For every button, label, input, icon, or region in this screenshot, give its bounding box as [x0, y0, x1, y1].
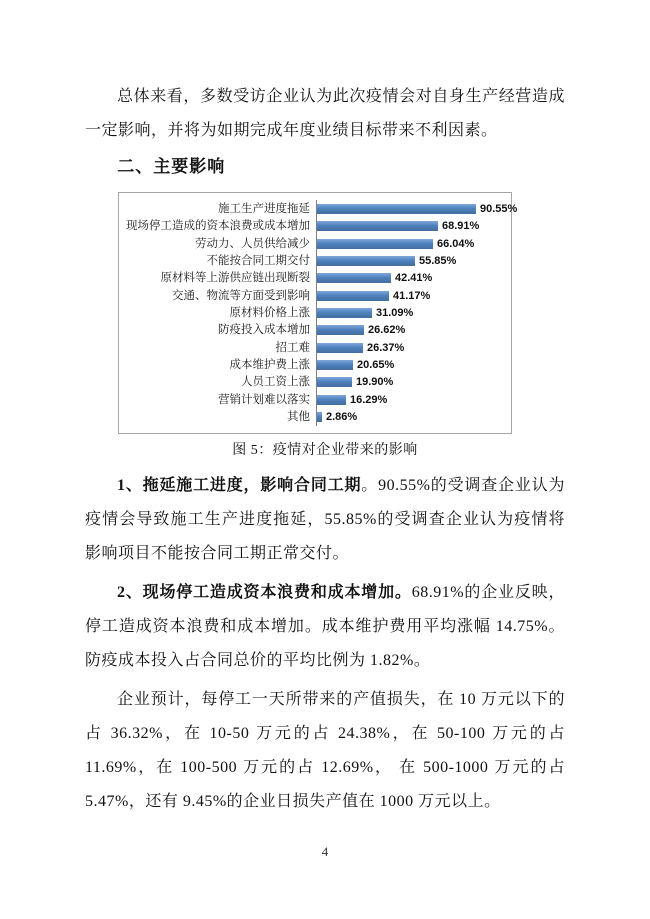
paragraph-1: [85, 469, 565, 571]
chart-category-label: 人员工资上涨: [241, 376, 310, 389]
chart-plot-cell: [316, 342, 511, 354]
paragraph-3: [85, 683, 565, 819]
chart-plot-cell: [316, 220, 511, 232]
chart-vertical-axis-line: [316, 200, 317, 426]
chart-bar: [317, 273, 391, 283]
chart-bar: [317, 343, 363, 353]
chart-value-label: 66.04%: [437, 237, 475, 250]
chart-value-label: 90.55%: [480, 203, 518, 215]
chart-category-label: 原材料等上游供应链出现断裂: [160, 272, 310, 285]
chart-value-label: 42.41%: [395, 272, 433, 285]
chart-row: [119, 290, 511, 302]
chart-plot-cell: [316, 411, 511, 423]
paragraph-1-lead: 1、拖延施工进度，影响合同工期: [117, 477, 362, 494]
chart-row: [119, 411, 511, 423]
chart-plot-cell: [316, 376, 511, 388]
chart-plot-cell: [316, 203, 517, 215]
chart-category-label: 现场停工造成的资本浪费或成本增加: [126, 220, 310, 233]
chart-category-label: 劳动力、人员供给减少: [195, 237, 310, 250]
chart-value-label: 31.09%: [376, 306, 414, 319]
chart-bar: [317, 256, 415, 266]
paragraph-1-text: 。90.55%的受调查企业认为疫情会导致施工生产进度拖延，55.85%的受调查企业认为疫情将影响项目不能按合同工期正常交付。: [85, 477, 565, 562]
paragraph-3-text: 企业预计，每停工一天所带来的产值损失，在 10 万元以下的占 36.32%，在 10-50 万元的占 24.38%，在 50-100 万元的占 11.69%，在 100-500 万元的占 12.69%， 在 500-1000 万元的占 5.47%，还有 9.45%的企业日损失产值在 1000 万元以上。: [85, 691, 565, 810]
chart-row: [119, 342, 511, 354]
section-heading: 二、主要影响: [117, 157, 226, 176]
chart-plot-cell: [316, 238, 511, 250]
chart-category-label: 防疫投入成本增加: [218, 324, 310, 337]
figure-caption: 图 5：疫情对企业带来的影响: [232, 443, 418, 458]
chart-value-label: 68.91%: [442, 220, 480, 233]
chart-plot-cell: [316, 307, 511, 319]
chart-category-label: 营销计划难以落实: [218, 393, 310, 406]
chart-value-label: 19.90%: [356, 376, 394, 389]
chart-value-label: 16.29%: [350, 393, 388, 406]
chart-row: [119, 324, 511, 336]
chart-bar: [317, 377, 352, 387]
chart-row: [119, 220, 511, 232]
chart-plot-cell: [316, 394, 511, 406]
chart-row: [119, 394, 511, 406]
chart-value-label: 2.86%: [326, 410, 358, 423]
chart-bar: [317, 395, 346, 405]
paragraph-2-text: 68.91%的企业反映，停工造成资本浪费和成本增加。成本维护费用平均涨幅 14.75%。防疫成本投入占合同总价的平均比例为 1.82%。: [85, 584, 565, 669]
chart-bar: [317, 360, 353, 370]
paragraph-2: [85, 576, 565, 678]
chart-plot-cell: [316, 359, 511, 371]
chart-row: [119, 307, 511, 319]
chart-plot-cell: [316, 255, 511, 267]
page-number: 4: [321, 844, 329, 859]
chart-bar: [317, 239, 433, 249]
chart-plot-cell: [316, 290, 511, 302]
chart-category-label: 交通、物流等方面受到影响: [172, 289, 310, 302]
chart-row: [119, 238, 511, 250]
chart-row: [119, 376, 511, 388]
chart-bar: [317, 291, 389, 301]
chart-bar: [317, 412, 322, 422]
chart-value-label: 26.62%: [368, 324, 406, 337]
chart-plot-cell: [316, 272, 511, 284]
figure-bar-chart: [118, 192, 518, 434]
chart-category-label: 不能按合同工期交付: [206, 254, 310, 267]
intro-paragraph: 总体来看，多数受访企业认为此次疫情会对自身生产经营造成一定影响，并将为如期完成年度业绩目标带来不利因素。: [85, 88, 565, 139]
chart-bar: [317, 221, 438, 231]
paragraph-2-lead: 2、现场停工造成资本浪费和成本增加。: [117, 584, 412, 601]
chart-value-label: 20.65%: [357, 358, 395, 371]
chart-value-label: 41.17%: [393, 289, 431, 302]
chart-category-label: 施工生产进度拖延: [218, 203, 310, 215]
chart-category-label: 其他: [287, 410, 310, 423]
chart-row: [119, 255, 511, 267]
chart-category-label: 成本维护费上涨: [229, 358, 310, 371]
chart-value-label: 55.85%: [419, 254, 457, 267]
chart-bar: [317, 325, 364, 335]
chart-bar: [317, 308, 372, 318]
chart-plot-cell: [316, 324, 511, 336]
chart-bar: [317, 204, 476, 214]
chart-row: [119, 272, 511, 284]
chart-category-label: 原材料价格上涨: [229, 306, 310, 319]
chart-row: [119, 359, 511, 371]
chart-category-label: 招工难: [275, 341, 310, 354]
chart-row: [119, 203, 518, 215]
chart-value-label: 26.37%: [367, 341, 405, 354]
